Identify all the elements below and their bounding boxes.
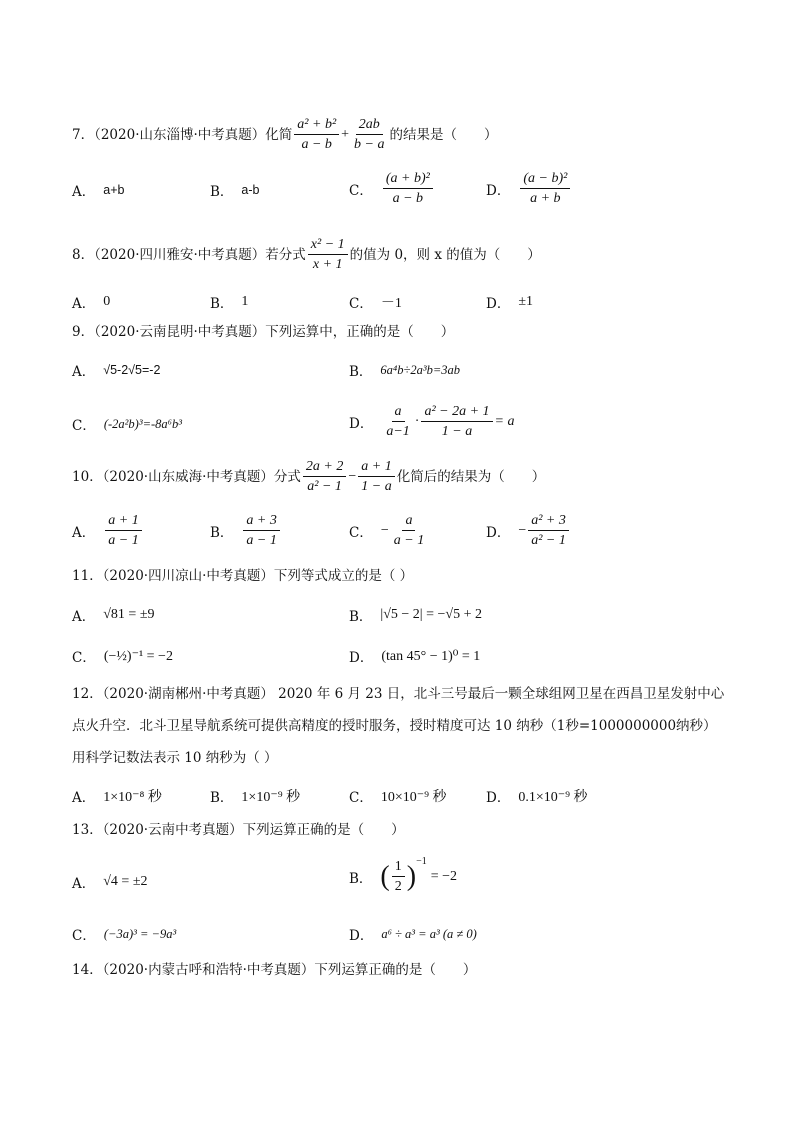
q9-option-c: C． (-2a²b)³=-8a⁶b³ bbox=[72, 416, 183, 434]
q9-option-a: A． √5-2√5=-2 bbox=[72, 363, 161, 380]
q11-option-d: D． (tan 45° − 1)⁰ = 1 bbox=[349, 648, 481, 666]
q10-option-c: C． − $\frac{a}{a - 1}$ bbox=[349, 513, 425, 548]
q12-option-a: A． 1×10⁻⁸ 秒 bbox=[72, 790, 162, 806]
q11-option-c: C． (−½)⁻¹ = −2 bbox=[72, 648, 173, 666]
q7-option-b: B． a-b bbox=[210, 183, 260, 200]
q10-option-b: B． $\frac{a + 3}{a - 1}$ bbox=[210, 512, 282, 549]
question-11-stem: 11 ．（2020·四川凉山·中考真题）下列等式成立的是（ ） bbox=[72, 568, 414, 584]
q13-option-b: B． ( $\frac{1}{2}$ ) −1 = −2 bbox=[349, 856, 458, 894]
question-12-stem-line1: 12 ．（2020·湖南郴州·中考真题） 2020 年 6 月 23 日，北斗三号最后一颗全球组网卫星在西昌卫星发射中心 bbox=[72, 686, 725, 702]
q12-option-b: B． 1×10⁻⁹ 秒 bbox=[210, 790, 301, 806]
question-12-stem-line3: 用科学记数法表示 10 纳秒为（ ） bbox=[72, 750, 278, 766]
q9-option-d: D． $\frac{a}{a-1}$ · $\frac{\text{a² − 2a + 1}}{1 - a}$ = a bbox=[349, 404, 515, 439]
question-8-stem: 8 ．（2020·四川雅安·中考真题）若分式 $\frac{\text{x² − 1}}{x + 1}$ 的值为 0，则 x 的值为（ ） bbox=[72, 237, 541, 272]
q13-option-c: C． (−3a)³ = −9a³ bbox=[72, 926, 177, 944]
q11-option-b: B． |√5 − 2| = −√5 + 2 bbox=[349, 607, 482, 625]
question-13-stem: 13 ．（2020·云南中考真题）下列运算正确的是（ ） bbox=[72, 822, 405, 838]
q7-fraction-1: $\frac{\text{a² + b²}}{a - b}$ bbox=[294, 116, 339, 153]
q9-option-b: B． 6a⁴b÷2a³b=3ab bbox=[349, 362, 461, 380]
q7-option-a: A． a+b bbox=[72, 183, 125, 200]
q12-option-c: C． 10×10⁻⁹ 秒 bbox=[349, 790, 447, 806]
q11-option-a: A． √81 = ±9 bbox=[72, 607, 155, 625]
q8-fraction: $\frac{\text{x² − 1}}{x + 1}$ bbox=[308, 236, 348, 273]
q12-option-d: D． 0.1×10⁻⁹ 秒 bbox=[486, 790, 588, 806]
q10-option-a: A． $\frac{a + 1}{a - 1}$ bbox=[72, 512, 144, 549]
q8-option-b: B． 1 bbox=[210, 294, 249, 312]
question-10-stem: 10 ．（2020·山东威海·中考真题）分式 $\frac{2a + 2}{\text{a² − 1}}$ − $\frac{a + 1}{1 - a}$ 化简后的结果为（ ） bbox=[72, 459, 546, 494]
question-12-stem-line2: 点火升空．北斗卫星导航系统可提供高精度的授时服务，授时精度可达 10 纳秒（1秒=1000000000纳秒） bbox=[72, 718, 717, 734]
q13-option-a: A． √4 = ±2 bbox=[72, 874, 148, 892]
q7-option-d: D． $\frac{\text{(a − b)²}}{a + b}$ bbox=[486, 170, 572, 207]
question-9-stem: 9 ．（2020·云南昆明·中考真题）下列运算中，正确的是（ ） bbox=[72, 324, 455, 340]
q10-option-d: D． − $\frac{\text{a² + 3}}{\text{a² − 1}}$ bbox=[486, 512, 571, 549]
q8-option-c: C． －1 bbox=[349, 296, 402, 312]
q7-option-c: C． $\frac{\text{(a + b)²}}{a - b}$ bbox=[349, 170, 435, 207]
question-7-stem: 7 ．（2020·山东淄博·中考真题）化简 $\frac{\text{a² + b²}}{a - b}$ + $\frac{2ab}{b - a}$ 的结果是（ ） bbox=[72, 117, 498, 152]
q13-option-d: D． a⁶ ÷ a³ = a³ (a ≠ 0) bbox=[349, 926, 477, 944]
q7-fraction-2: $\frac{2ab}{b - a}$ bbox=[354, 117, 385, 152]
question-14-stem: 14 ．（2020·内蒙古呼和浩特·中考真题）下列运算正确的是（ ） bbox=[72, 962, 477, 978]
q8-option-a: A． 0 bbox=[72, 294, 111, 312]
q8-option-d: D． ±1 bbox=[486, 294, 534, 312]
